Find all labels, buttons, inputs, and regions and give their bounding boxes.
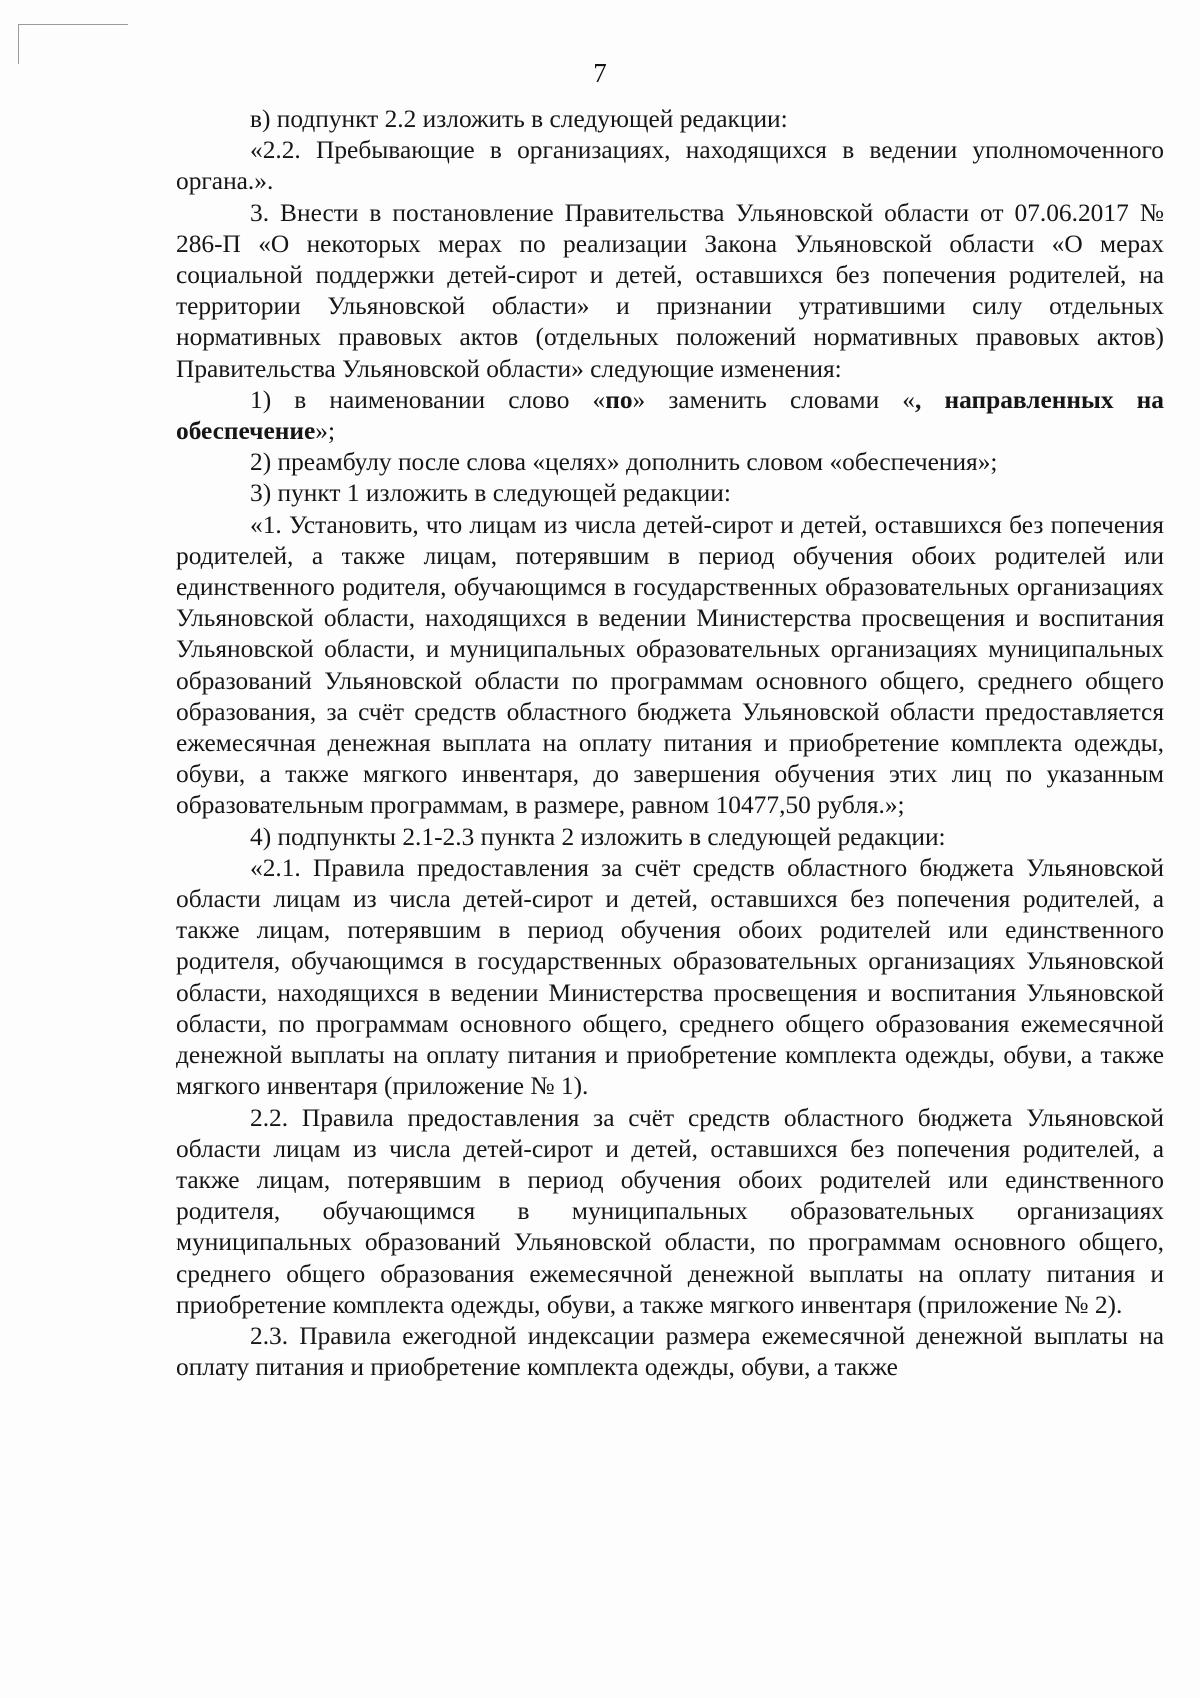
text-fragment: 1) в наименовании слово «: [250, 385, 606, 414]
document-body: [176, 104, 1164, 1383]
paragraph-subpoint-v: в) подпункт 2.2 изложить в следующей редакции:: [250, 105, 788, 133]
paragraph-change-2: 2) преамбулу после слова «целях» дополнить словом «обеспечения»;: [250, 448, 998, 477]
paragraph-quote-2-1: «2.1. Правила предоставления за счёт средств областного бюджета Ульяновской области лицам из числа детей-сирот и детей, оставшихся без попечения родителей, а также лицам, потерявшим в период обучения обоих родителей или единственного родителя, обучающимся в государственных образовательных организациях Ульяновской области, находящихся в ведении Министерства просвещения и воспитания Ульяновской области, по программам основного общего, среднего общего образования ежемесячной денежной выплаты на оплату питания и приобретение комплекта одежды, обуви, а также мягкого инвентаря (приложение № 1).: [176, 853, 1164, 1101]
paragraph-change-4: 4) подпункты 2.1-2.3 пункта 2 изложить в следующей редакции:: [250, 822, 946, 851]
text-fragment: » заменить словами «: [632, 385, 915, 414]
bold-fragment: по: [605, 385, 633, 414]
page-number: 7: [593, 58, 607, 88]
paragraph-change-3: 3) пункт 1 изложить в следующей редакции:: [250, 479, 731, 508]
text-fragment: »;: [315, 417, 336, 446]
paragraph-item-3: 3. Внести в постановление Правительства Ульяновской области от 07.06.2017 № 286-П «О некоторых мерах по реализации Закона Ульяновской области «О мерах социальной поддержки детей-сирот и детей, оставшихся без попечения родителей, на территории Ульяновской области» и признании утратившими силу отдельных нормативных правовых актов (отдельных положений нормативных правовых актов) Правительства Ульяновской области» следующие изменения:: [176, 198, 1164, 383]
bold-fragment: , направленных на обеспечение: [176, 385, 1164, 446]
paragraph-rule-2-3: 2.3. Правила ежегодной индексации размера ежемесячной денежной выплаты на оплату питания и приобретение комплекта одежды, обуви, а также: [176, 1321, 1164, 1382]
paragraph-rule-2-2: 2.2. Правила предоставления за счёт средств областного бюджета Ульяновской области лицам из числа детей-сирот и детей, оставшихся без попечения родителей, а также лицам, потерявшим в период обучения обоих родителей или единственного родителя, обучающимся в муниципальных образовательных организациях муниципальных образований Ульяновской области, по программам основного общего, среднего общего образования ежемесячной денежной выплаты на оплату питания и приобретение комплекта одежды, обуви, а также мягкого инвентаря (приложение № 2).: [176, 1103, 1164, 1319]
paragraph-quote-1: «1. Установить, что лицам из числа детей-сирот и детей, оставшихся без попечения родителей, а также лицам, потерявшим в период обучения обоих родителей или единственного родителя, обучающимся в государственных образовательных организациях Ульяновской области, находящихся в ведении Министерства просвещения и воспитания Ульяновской области, и муниципальных образовательных организациях муниципальных образований Ульяновской области по программам основного общего, среднего общего образования, за счёт средств областного бюджета Ульяновской области предоставляется ежемесячная денежная выплата на оплату питания и приобретение комплекта одежды, обуви, а также мягкого инвентаря, до завершения обучения этих лиц по указанным образовательным программам, в размере, равном 10477,50 рубля.»;: [176, 510, 1164, 820]
paragraph-quote-2-2: «2.2. Пребывающие в организациях, находящихся в ведении уполномоченного органа.».: [176, 136, 1164, 196]
paragraph-change-1: [176, 385, 1164, 447]
scan-edge: [18, 24, 128, 25]
